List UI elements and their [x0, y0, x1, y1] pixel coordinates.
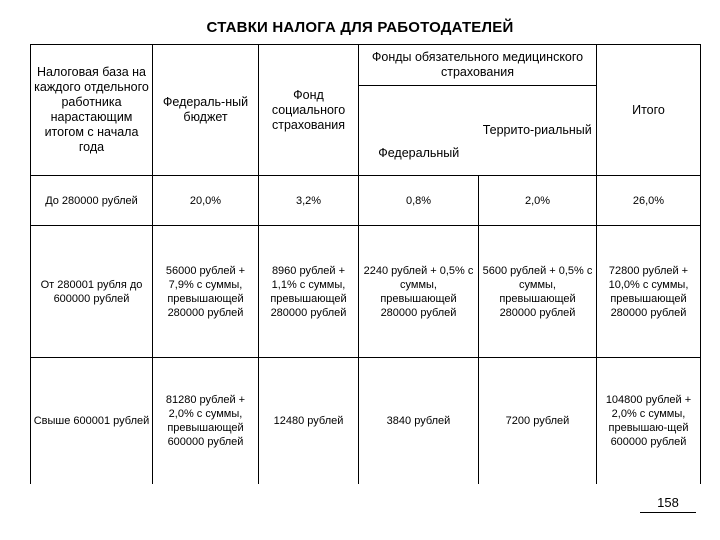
row1-social-fund: 3,2%	[259, 176, 359, 226]
tax-rates-table	[30, 44, 701, 484]
row2-base: От 280001 рубля до 600000 рублей	[31, 226, 153, 358]
row3-medical-territorial: 7200 рублей	[479, 358, 597, 484]
row1-base: До 280000 рублей	[31, 176, 153, 226]
header-total: Итого	[597, 45, 701, 176]
row2-medical-territorial: 5600 рублей + 0,5% с суммы, превышающей 280000 рублей	[479, 226, 597, 358]
row3-medical-federal: 3840 рублей	[359, 358, 479, 484]
row2-federal-budget: 56000 рублей + 7,9% с суммы, превышающей 280000 рублей	[153, 226, 259, 358]
header-social-fund: Фонд социального страхования	[259, 45, 359, 176]
page-title: СТАВКИ НАЛОГА ДЛЯ РАБОТОДАТЕЛЕЙ	[206, 19, 514, 36]
row1-federal-budget: 20,0%	[153, 176, 259, 226]
header-tax-base: Налоговая база на каждого отдельного работника нарастающим итогом с начала года	[31, 45, 153, 176]
table-header-row	[31, 45, 701, 86]
row1-medical-federal: 0,8%	[359, 176, 479, 226]
page-number: 158	[657, 495, 679, 510]
row2-medical-federal: 2240 рублей + 0,5% с суммы, превышающей 280000 рублей	[359, 226, 479, 358]
row1-total: 26,0%	[597, 176, 701, 226]
row3-total: 104800 рублей + 2,0% с суммы, превышаю-щей 600000 рублей	[597, 358, 701, 484]
row3-social-fund: 12480 рублей	[259, 358, 359, 484]
row3-federal-budget: 81280 рублей + 2,0% с суммы, превышающей 600000 рублей	[153, 358, 259, 484]
header-federal-budget: Федераль-ный бюджет	[153, 45, 259, 176]
table-row	[31, 226, 701, 358]
row2-total: 72800 рублей + 10,0% с суммы, превышающей 280000 рублей	[597, 226, 701, 358]
table-row	[31, 176, 701, 226]
row3-base: Свыше 600001 рублей	[31, 358, 153, 484]
row2-social-fund: 8960 рублей + 1,1% с суммы, превышающей 280000 рублей	[259, 226, 359, 358]
header-medical-funds: Фонды обязательного медицинского страхования	[359, 45, 597, 86]
table-row	[31, 358, 701, 484]
row1-medical-territorial: 2,0%	[479, 176, 597, 226]
header-medical-territorial: Террито-риальный	[479, 86, 597, 176]
page-number-underline	[640, 512, 696, 513]
header-medical-federal: Федеральный	[359, 86, 479, 176]
